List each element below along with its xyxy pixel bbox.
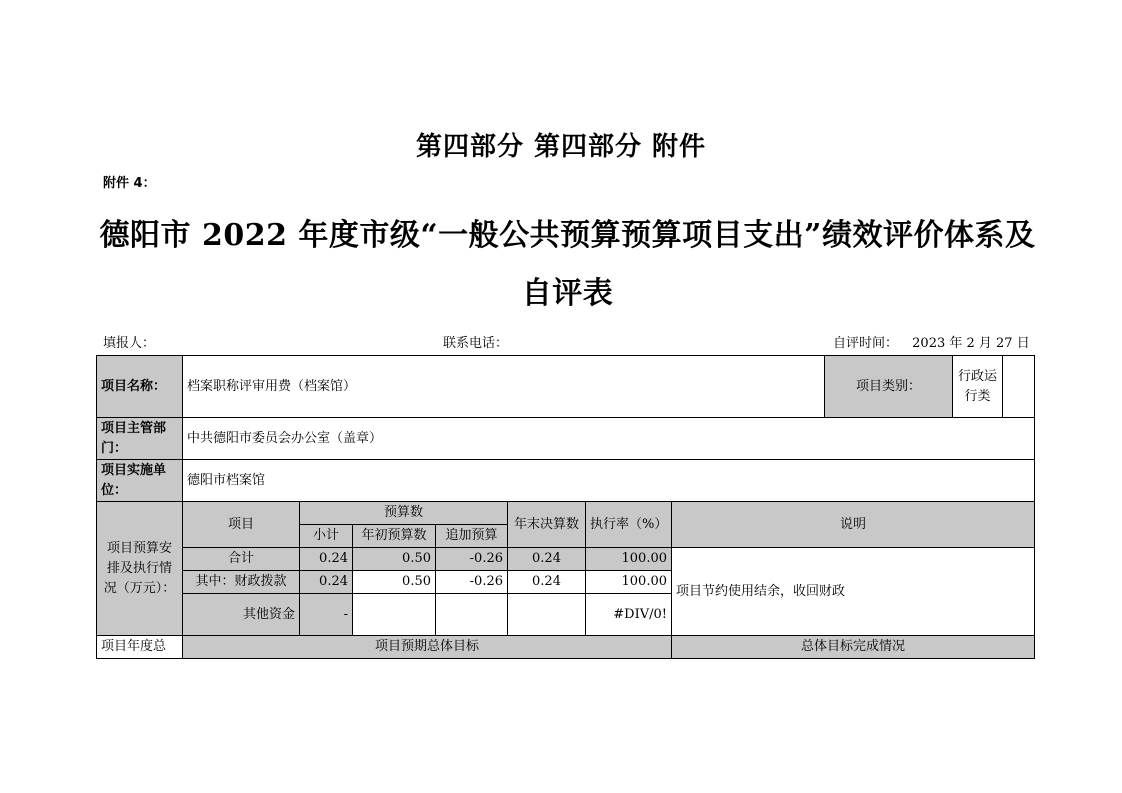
- row-rate: 100.00: [586, 571, 672, 594]
- row-label: 其他资金: [183, 594, 300, 636]
- row-rate: #DIV/0!: [586, 594, 672, 636]
- part-title: 第四部分 第四部分 附件: [415, 132, 707, 162]
- col-subtotal-header: 小计: [300, 525, 353, 548]
- impl-row: [97, 460, 1035, 502]
- blank-cell: [1003, 356, 1035, 418]
- row-added: -0.26: [436, 571, 508, 594]
- row-subtotal: 0.24: [300, 548, 353, 571]
- col-note-header: 说明: [672, 502, 1035, 548]
- budget-header-row: [97, 502, 1035, 525]
- table-row: [97, 548, 1035, 571]
- dept-row: [97, 418, 1035, 460]
- col-final-header: 年末决算数: [508, 502, 586, 548]
- project-category-label: 项目类别：: [825, 356, 953, 418]
- col-item-header: 项目: [183, 502, 300, 548]
- dept-value: 中共德阳市委员会办公室（盖章）: [183, 418, 1035, 460]
- project-name-label: 项目名称：: [97, 356, 183, 418]
- evaluation-table: [96, 355, 1035, 659]
- col-budget-header: 预算数: [300, 502, 508, 525]
- budget-section-label: 项目预算安排及执行情况（万元）：: [97, 502, 183, 636]
- dept-label: 项目主管部门：: [97, 418, 183, 460]
- row-initial: [353, 594, 436, 636]
- attachment-label: 附件 4：: [103, 176, 156, 191]
- col-rate-header: 执行率（%）: [586, 502, 672, 548]
- row-added: [436, 594, 508, 636]
- row-label: 合计: [183, 548, 300, 571]
- row-final: 0.24: [508, 548, 586, 571]
- document-title: 德阳市 2022 年度市级“一般公共预算预算项目支出”绩效评价体系及自评表: [99, 218, 1036, 311]
- col-initial-header: 年初预算数: [353, 525, 436, 548]
- row-subtotal: 0.24: [300, 571, 353, 594]
- project-name-row: [97, 356, 1035, 418]
- row-subtotal: -: [300, 594, 353, 636]
- row-initial: 0.50: [353, 571, 436, 594]
- row-rate: 100.00: [586, 548, 672, 571]
- note-value: 项目节约使用结余，收回财政: [672, 548, 1035, 636]
- row-label: 其中：财政拨款: [183, 571, 300, 594]
- annual-label: 项目年度总: [97, 636, 183, 659]
- eval-date: 2023 年 2 月 27 日: [912, 336, 1030, 351]
- col-added-header: 追加预算: [436, 525, 508, 548]
- project-category-value: 行政运行类: [953, 356, 1003, 418]
- eval-time: [833, 332, 1030, 351]
- expected-goal-label: 项目预期总体目标: [183, 636, 672, 659]
- annual-goal-row: [97, 636, 1035, 659]
- project-name-value: 档案职称评审用费（档案馆）: [183, 356, 825, 418]
- filler-label: 填报人：: [103, 336, 156, 351]
- row-final: 0.24: [508, 571, 586, 594]
- impl-label: 项目实施单位：: [97, 460, 183, 502]
- row-initial: 0.50: [353, 548, 436, 571]
- goal-completion-label: 总体目标完成情况: [672, 636, 1035, 659]
- eval-time-label: 自评时间：: [833, 336, 899, 351]
- impl-value: 德阳市档案馆: [183, 460, 1035, 502]
- phone-label: 联系电话：: [443, 336, 509, 351]
- row-final: [508, 594, 586, 636]
- row-added: -0.26: [436, 548, 508, 571]
